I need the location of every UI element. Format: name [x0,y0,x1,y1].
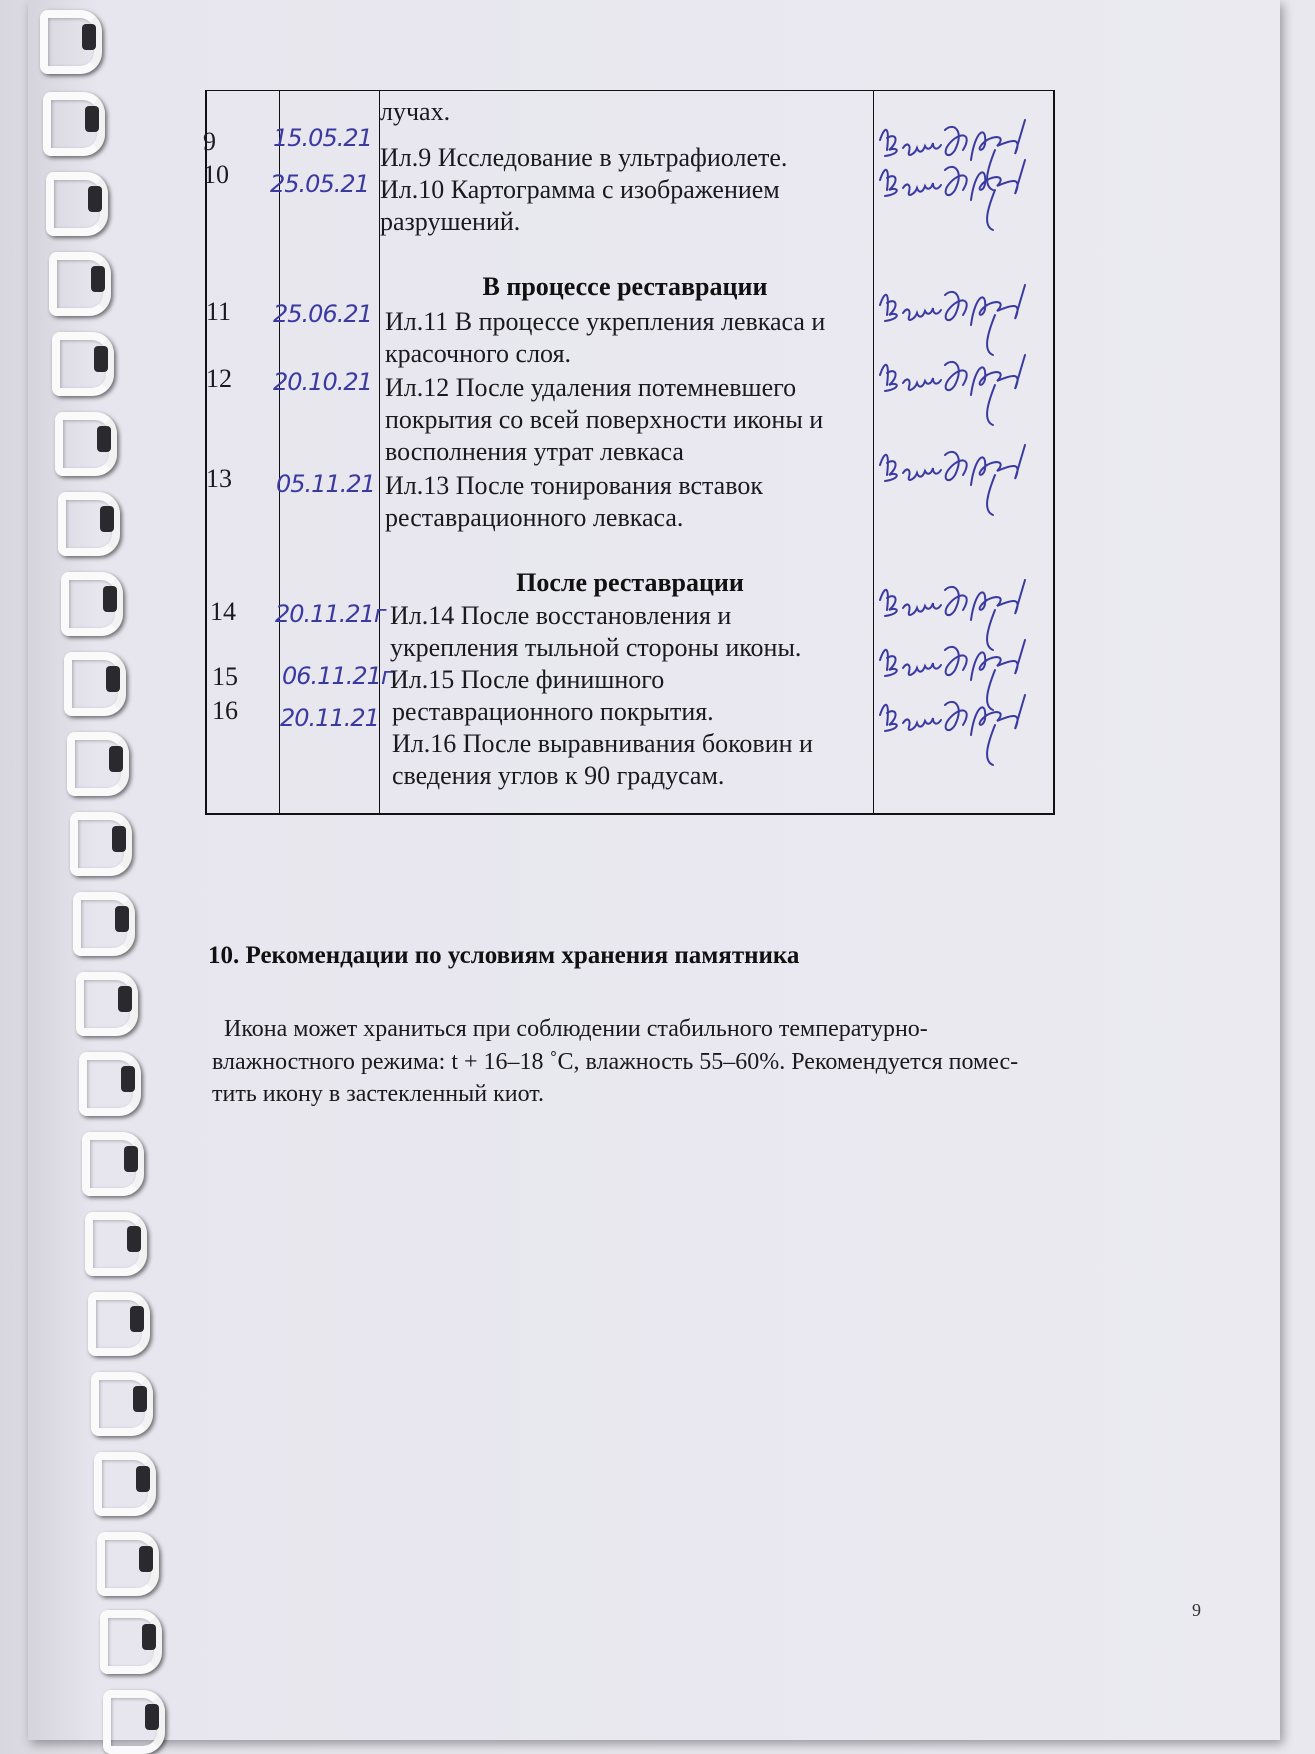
handwritten-signature [875,160,1045,230]
paragraph-line: Икона может храниться при соблюдении стабильного температурно- [224,1016,928,1042]
table-row: Ил.16 После выравнивания боковин и [392,729,813,758]
table-row: восполнения утрат левкаса [385,437,684,466]
row-number: 11 [206,297,232,326]
column-divider-signature [873,91,874,813]
row-number: 9 [203,127,216,156]
row-date: 20.10.21 [273,368,372,396]
row-number: 14 [210,597,236,626]
row-number: 16 [212,696,238,725]
binding-hole [133,1386,147,1412]
row-date: 15.05.21 [273,124,372,152]
binding-hole [118,986,132,1012]
binding-hole [145,1704,159,1730]
binding-hole [136,1466,150,1492]
binding-hole [115,906,129,932]
row-date: 20.11.21 [280,704,379,732]
table-row: Ил.12 После удаления потемневшего [385,373,797,402]
handwritten-signature [875,695,1045,765]
binding-hole [106,666,120,692]
binding-hole [103,586,117,612]
table-row: реставрационного левкаса. [385,503,684,532]
spiral-binding [0,0,150,1754]
binding-hole [91,266,105,292]
table-row: покрытия со всей поверхности иконы и [385,405,824,434]
table-section-heading: После реставрации [516,568,744,597]
binding-hole [85,106,99,132]
table-row: сведения углов к 90 градусам. [392,761,725,790]
binding-hole [82,24,96,50]
row-date: 20.11.21г [275,600,386,628]
binding-hole [130,1306,144,1332]
table-row: Ил.11 В процессе укрепления левкаса и [385,307,826,336]
row-number: 12 [206,364,232,393]
binding-hole [97,426,111,452]
row-number: 10 [203,160,229,189]
binding-hole [112,826,126,852]
row-number: 15 [212,662,238,691]
handwritten-signature [875,445,1045,515]
handwritten-signature [875,355,1045,425]
section-title: 10. Рекомендации по условиям хранения памятника [208,942,800,969]
binding-hole [121,1066,135,1092]
binding-hole [139,1546,153,1572]
binding-hole [124,1146,138,1172]
binding-hole [109,746,123,772]
table-row: Ил.10 Картограмма с изображением [380,175,780,204]
table-row: красочного слоя. [385,339,572,368]
row-date: 06.11.21г [282,662,393,690]
paragraph-line: тить икону в застекленный киот. [212,1081,544,1107]
row-date: 25.05.21 [270,170,369,198]
table-row: укрепления тыльной стороны иконы. [390,633,802,662]
binding-hole [88,186,102,212]
binding-hole [142,1624,156,1650]
table-row: Ил.15 После финишного [390,665,665,694]
table-row: лучах. [380,97,451,126]
binding-hole [100,506,114,532]
table-row: Ил.14 После восстановления и [390,601,732,630]
table-row: реставрационного покрытия. [392,697,714,726]
table-section-heading: В процессе реставрации [482,272,768,301]
page-number: 9 [1192,1600,1201,1620]
table-row: Ил.9 Исследование в ультрафиолете. [380,143,788,172]
row-number: 13 [206,464,232,493]
table-row: разрушений. [380,207,521,236]
table-row: Ил.13 После тонирования вставок [385,471,763,500]
paragraph-line: влажностного режима: t + 16–18 ˚С, влажность 55–60%. Рекомендуется помес- [212,1049,1019,1075]
handwritten-signature [875,285,1045,355]
row-date: 25.06.21 [273,300,372,328]
binding-hole [94,346,108,372]
row-date: 05.11.21 [276,470,375,498]
binding-hole [127,1226,141,1252]
